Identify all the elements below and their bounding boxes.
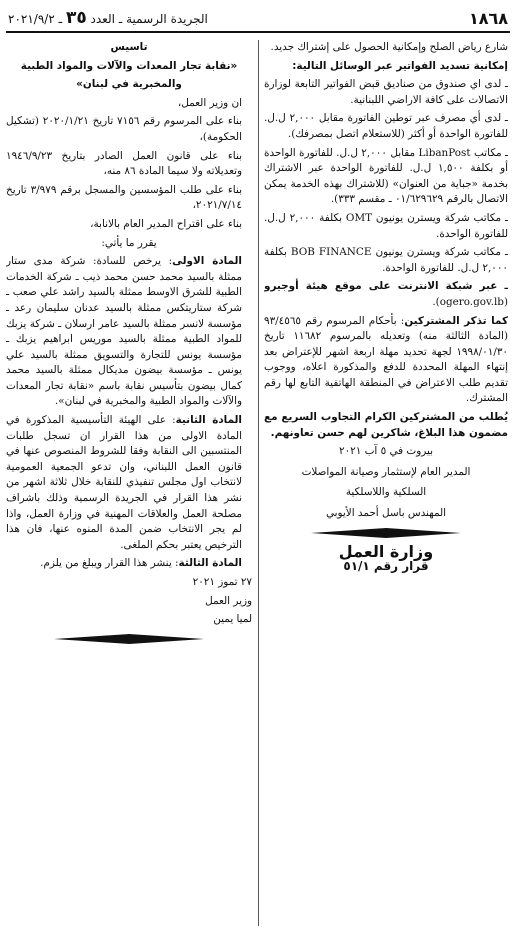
ornament-divider xyxy=(54,634,204,644)
gazette-date: ـ ٢٠٢١/٩/٢ xyxy=(8,12,63,26)
paragraph: بناء على المرسوم رقم ٧١٥٦ تاريخ ٢٠٢٠/١/٢١ (تشكيل الحكومة)، xyxy=(6,115,243,143)
paragraph: ـ مكاتب LibanPost مقابل ٢,٠٠٠ ل.ل. للفاتورة الواحدة أو بكلفة ١,٥٠٠ ل.ل. للفاتورة الواحدة عبر الاشتراك بخدمة «جباية من العنوان» (للاشتراك بهذه الخدمة يمكن الاتصال بالرقم ٠١/٦٢٩٦٢٩ ـ مقسم ٣٣٣). xyxy=(264,146,508,206)
page-header xyxy=(8,6,508,30)
minister-name: لميا يمين xyxy=(213,613,252,626)
website-link: (ogero.gov.lb). xyxy=(432,295,508,308)
decides-heading: يقرر ما يأتي: xyxy=(101,236,157,249)
right-column xyxy=(264,40,508,926)
paragraph: ـ لدى أي مصرف عبر توطين الفاتورة مقابل ٢,٠٠٠ ل.ل. للفاتورة الواحدة أو أكثر (للاستعلام اتصل بمصرفك). xyxy=(264,112,508,140)
page-number: ١٨٦٨ xyxy=(468,8,508,28)
article-label: المادة الثالثة xyxy=(178,557,242,570)
signature-name: المهندس باسل أحمد الأيوبي xyxy=(325,507,447,520)
paragraph: ـ مكاتب شركة ويسترن يونيون BOB FINANCE بكلفة ٢,٠٠٠ ل.ل. للفاتورة الواحدة. xyxy=(264,246,508,274)
signature-block xyxy=(264,444,508,521)
decree-number: قرار رقم ٥١/١ xyxy=(343,559,429,574)
gazette-title xyxy=(8,8,208,28)
closing-note: يُطلب من المشتركين الكرام التجاوب السريع مع مضمون هذا البلاغ، شاكرين لهم حسن تعاونهم. xyxy=(264,411,508,439)
section-heading: إمكانية تسديد الفواتير عبر الوسائل التالية: xyxy=(292,59,508,72)
article-paragraph xyxy=(6,556,252,572)
article-title: «نقابة تجار المعدات والآلات والمواد الطبية xyxy=(20,59,238,72)
signature-title: المدير العام لإستثمار وصيانة المواصلات xyxy=(301,465,471,478)
column-divider xyxy=(258,40,259,926)
article-title: تاسيس xyxy=(110,41,148,53)
bold-text: ـ عبر شبكة الانترنت على موقع هيئة أوجيرو xyxy=(264,280,508,293)
article-text: : ينشر هذا القرار ويبلغ من يلزم. xyxy=(40,557,179,570)
paragraph: ـ مكاتب شركة ويسترن يونيون OMT بكلفة ٢,٠٠٠ ل.ل. للفاتورة الواحدة. xyxy=(264,211,508,240)
minister-title: وزير العمل xyxy=(205,594,252,607)
article-title: والمخبرية في لبنان» xyxy=(76,78,182,91)
paragraph: بناء على اقتراح المدير العام بالانابة، xyxy=(90,217,242,230)
paragraph xyxy=(264,279,508,310)
gazette-name: الجريدة الرسمية ـ العدد xyxy=(90,12,208,26)
ornament-divider xyxy=(311,528,461,538)
bold-text: كما تذكر المشتركين xyxy=(404,314,508,327)
paragraph: شارع رياض الصلح وإمكانية الحصول على إشتراك جديد. xyxy=(270,41,508,53)
article-label: المادة الاولى xyxy=(172,255,242,268)
article-text: : على الهيئة التأسيسية المذكورة في المادة الاولى من هذا القرار ان تسجل طلبات المنتسبين الى النقابة وفقا للشروط المنصوص عنها في قانون العمل اللبناني، وان تدعو الجمعية العمومية لانتخاب اول مجلس تنفيذي للنقابة خلال ثلاثة اشهر من نشر هذا القرار في الجريدة الرسمية وذلك باشراف مصلحة العمل والعلاقات المهنية في وزارة العمل، واذا لم يجر الانتخاب ضمن المدة المنوه عنها، فان هذا الترخيص يعتبر بحكم الملغى. xyxy=(6,414,242,551)
article-paragraph xyxy=(6,413,252,553)
paragraph-text: : بأحكام المرسوم رقم ٩٣/٤٥٦٥ (المادة الثالثة منه) وتعديله بالمرسوم ١١٦٨٢ تاريخ ١٩٩٨/٠١/٣٠ لجهة تحديد مهلة اربعة اشهر للإعتراض بعد إنتهاء المهلة المحددة للدفع والمذكورة اعلاه، ووجوب تقديم طلب الاعتراض في المنطقة الهاتفية التابع لها رقم المشترك. xyxy=(264,314,508,405)
article-text: : يرخص للسادة: شركة مدى ستار ممثلة بالسيد محمد حسن محمد ذيب ـ شركة الخدمات الطبية للشرق الاوسط ممثلة بالسيد راشد علي صعب ـ شركة ستاريتكس ممثلة بالسيد عدنان سليمان رعد ـ مؤسسة لانسر ممثلة بالسيد عامر ارسلان ـ شركة يزبك للمواد الطبية ممثلة بالسيد موريس ابراهيم يزبك ـ مؤسسة يونس للتجارة والتسويق ممثلة بالسيد علي يونس ـ مؤسسة بيضون مديكال ممثلة بالسيد محمد كمال بيضون بتأسيس نقابة باسم «نقابة تجار المعدات والآلات والمواد الطبية والمخبرية في لبنان». xyxy=(6,255,242,408)
signature-date: بيروت في ٥ آب ٢٠٢١ xyxy=(339,445,433,458)
article-label: المادة الثانية xyxy=(175,414,242,427)
decision-date: ٢٧ تموز ٢٠٢١ xyxy=(192,576,252,588)
header-rule xyxy=(6,31,510,33)
signature-title: السلكية واللاسلكية xyxy=(345,486,427,499)
left-column xyxy=(6,40,252,926)
article-paragraph xyxy=(6,254,252,410)
paragraph: بناء على قانون العمل الصادر بتاريخ ١٩٤٦/٩/٢٣ وتعديلاته ولا سيما المادة ٨٦ منه، xyxy=(6,149,242,178)
paragraph xyxy=(264,314,508,408)
issue-number: ٣٥ xyxy=(65,8,87,28)
paragraph: ـ لدى اي صندوق من صناديق قبض الفواتير التابعة لوزارة الاتصالات على كافة الاراضي اللبنانية. xyxy=(264,78,508,106)
ministry-title: وزارة العمل xyxy=(338,541,434,561)
paragraph: بناء على طلب المؤسسين والمسجل برقم ٣/٩٧٩ تاريخ ٢٠٢١/٧/١٤، xyxy=(6,183,242,212)
paragraph: ان وزير العمل، xyxy=(177,96,242,109)
